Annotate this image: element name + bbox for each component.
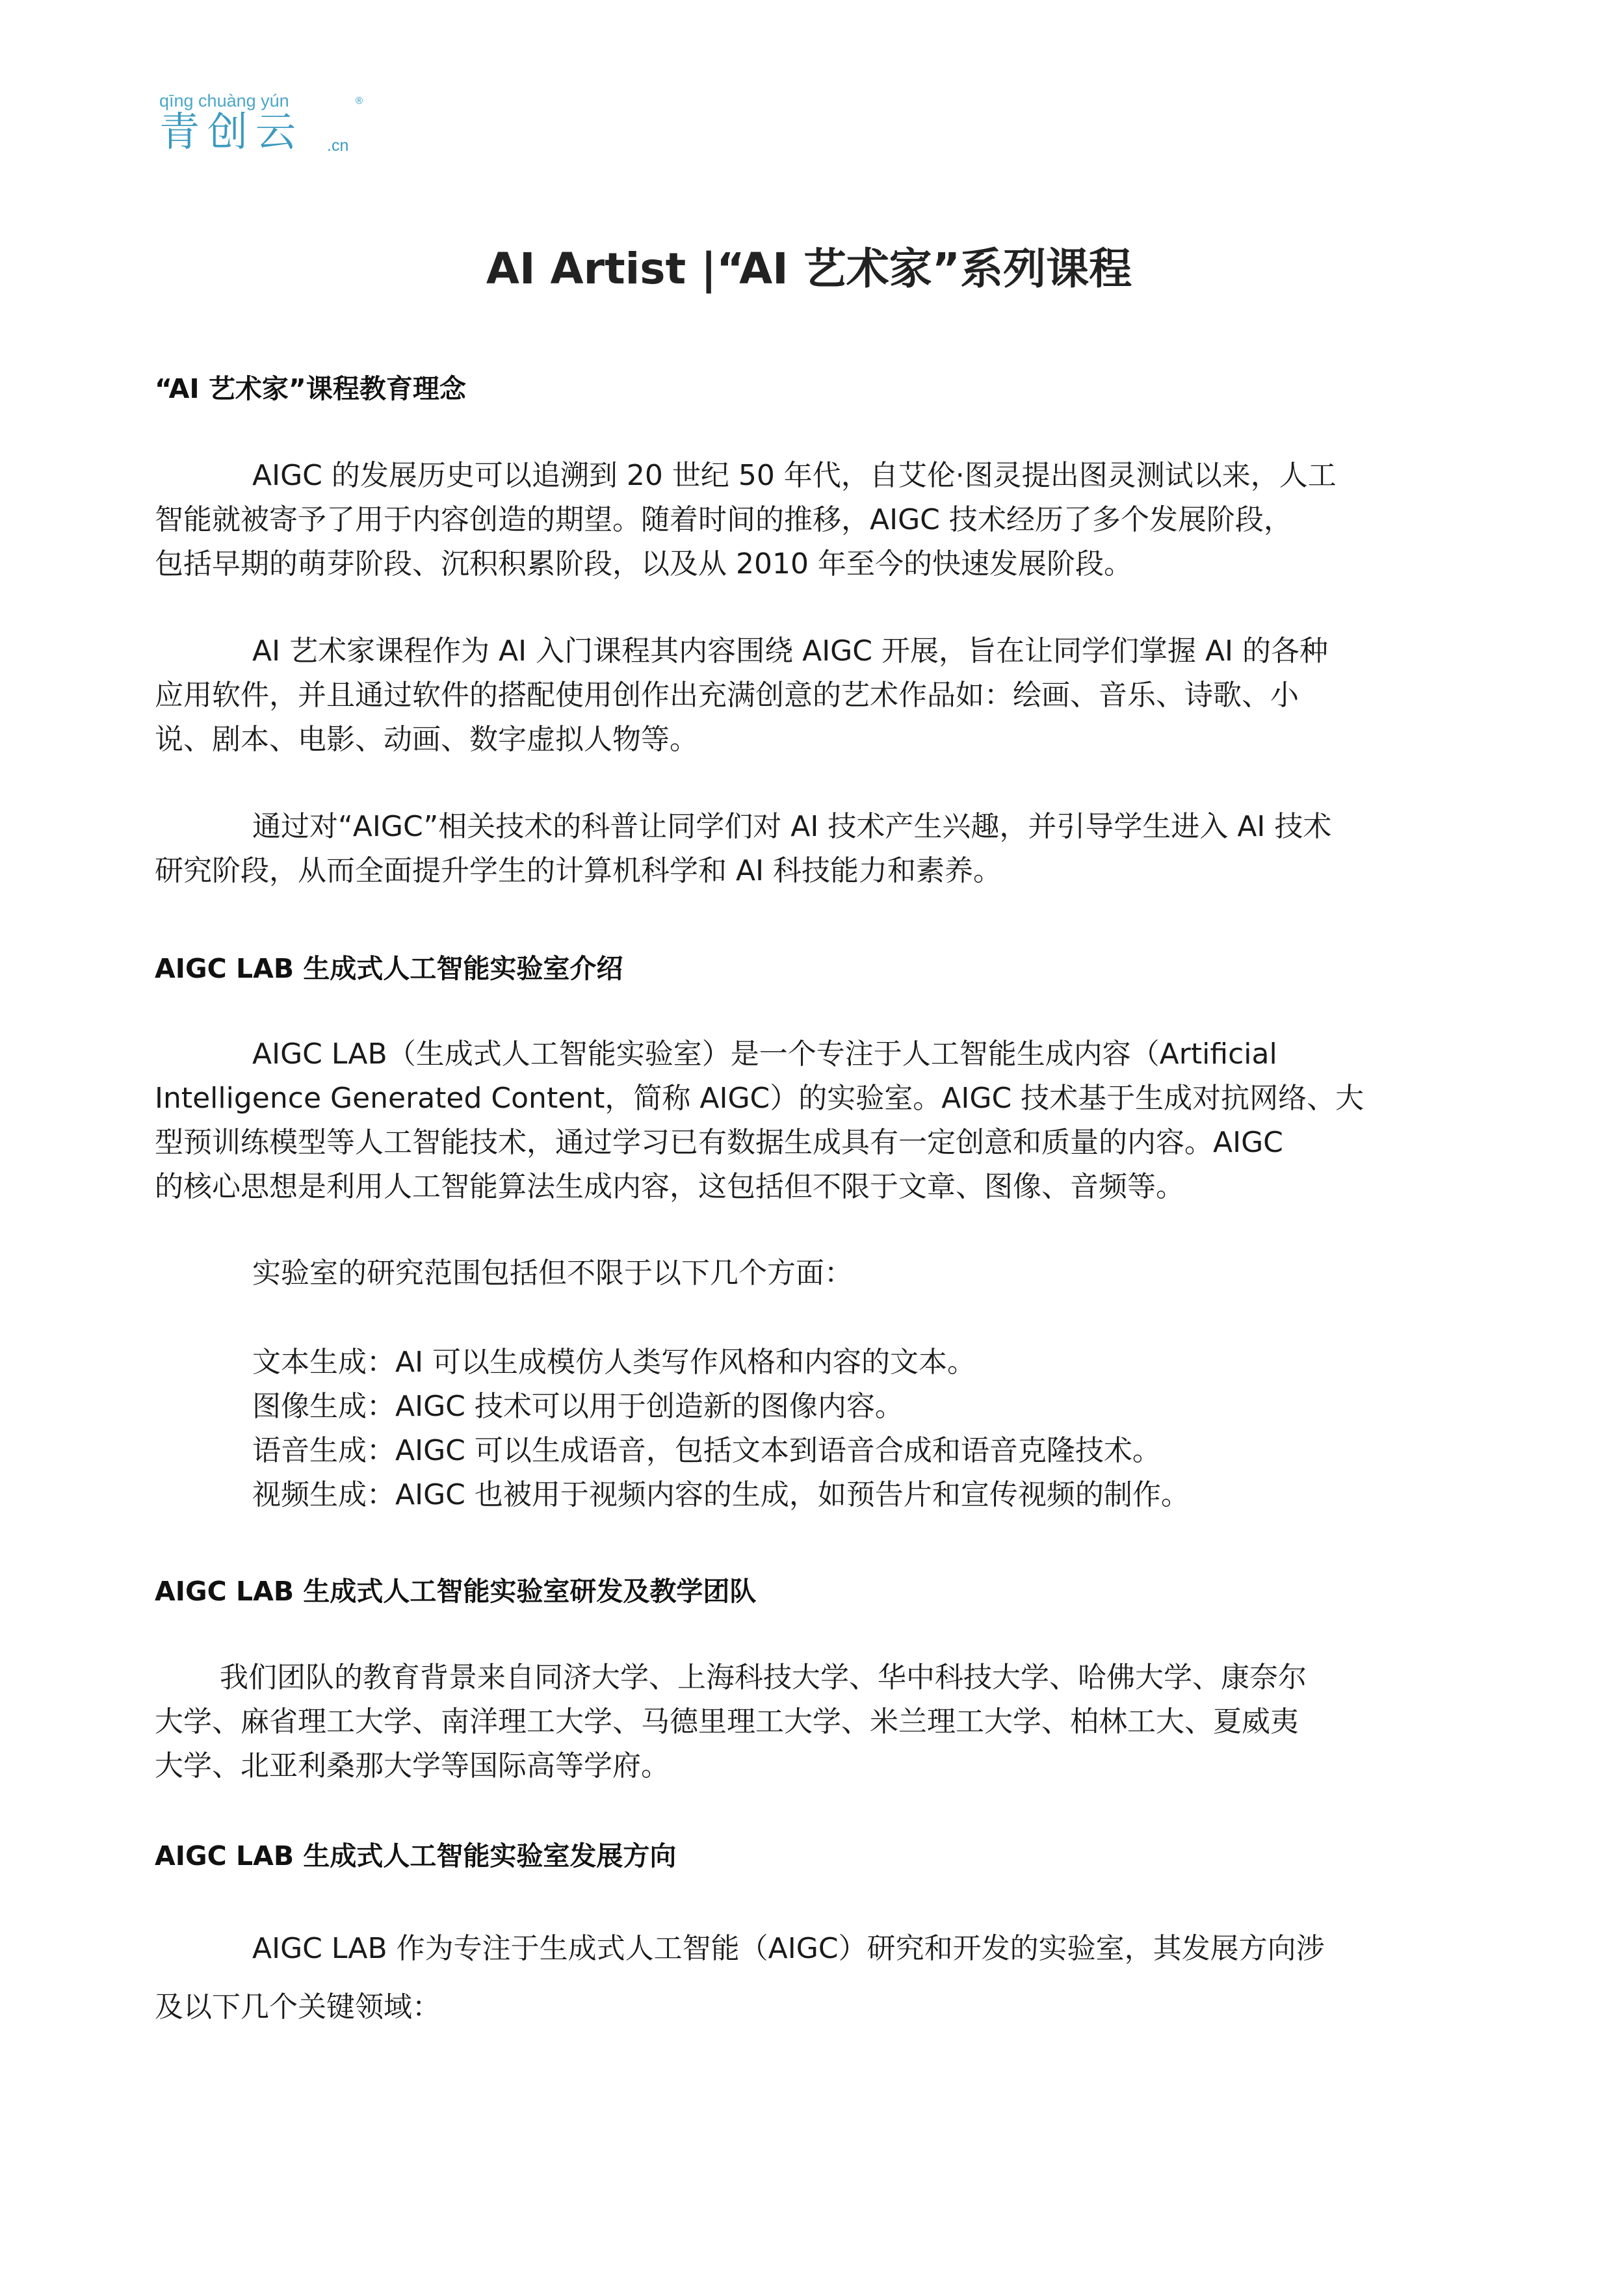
- paragraph-line: AIGC 的发展历史可以追溯到 20 世纪 50 年代，自艾伦·图灵提出图灵测试以来，人工: [252, 459, 1337, 492]
- paragraph-line: 包括早期的萌芽阶段、沉积积累阶段，以及从 2010 年至今的快速发展阶段。: [155, 547, 1132, 581]
- section-heading-philosophy: “AI 艺术家”课程教育理念: [155, 373, 466, 404]
- list-item: 语音生成：AIGC 可以生成语音，包括文本到语音合成和语音克隆技术。: [252, 1434, 1161, 1467]
- section-heading-team: AIGC LAB 生成式人工智能实验室研发及教学团队: [155, 1576, 757, 1607]
- section-heading-direction: AIGC LAB 生成式人工智能实验室发展方向: [155, 1840, 677, 1872]
- paragraph-line: AIGC LAB（生成式人工智能实验室）是一个专注于人工智能生成内容（Artificial: [252, 1037, 1277, 1071]
- paragraph: [155, 454, 1461, 586]
- list-item: 文本生成：AI 可以生成模仿人类写作风格和内容的文本。: [252, 1346, 976, 1379]
- paragraph-line: 通过对“AIGC”相关技术的科普让同学们对 AI 技术产生兴趣，并引导学生进入 AI 技术: [252, 810, 1332, 843]
- paragraph: [155, 1656, 1461, 1788]
- section-heading-lab-intro: AIGC LAB 生成式人工智能实验室介绍: [155, 953, 623, 984]
- paragraph: [155, 805, 1461, 893]
- paragraph-line: AIGC LAB 作为专注于生成式人工智能（AIGC）研究和开发的实验室，其发展方向涉: [252, 1932, 1325, 1965]
- research-scope-list: [252, 1340, 1190, 1517]
- logo-registered-mark: ®: [354, 95, 364, 107]
- paragraph-line: 型预训练模型等人工智能技术，通过学习已有数据生成具有一定创意和质量的内容。AIGC: [155, 1126, 1283, 1159]
- paragraph: [155, 1251, 1461, 1296]
- paragraph-line: 应用软件，并且通过软件的搭配使用创作出充满创意的艺术作品如：绘画、音乐、诗歌、小: [155, 679, 1299, 712]
- paragraph-line: AI 艺术家课程作为 AI 入门课程其内容围绕 AIGC 开展，旨在让同学们掌握 AI 的各种: [252, 634, 1329, 668]
- paragraph-line: 大学、北亚利桑那大学等国际高等学府。: [155, 1749, 670, 1782]
- paragraph-line: 及以下几个关键领域：: [155, 1990, 441, 2024]
- paragraph: [155, 1032, 1461, 1209]
- paragraph-line: 的核心思想是利用人工智能算法生成内容，这包括但不限于文章、图像、音频等。: [155, 1170, 1184, 1203]
- paragraph-line: 大学、麻省理工大学、南洋理工大学、马德里理工大学、米兰理工大学、柏林工大、夏威夷: [155, 1705, 1299, 1738]
- paragraph: [155, 629, 1461, 762]
- paragraph-line: 说、剧本、电影、动画、数字虚拟人物等。: [155, 723, 698, 756]
- paragraph: [155, 1920, 1461, 2037]
- paragraph-line: 实验室的研究范围包括但不限于以下几个方面：: [252, 1257, 853, 1290]
- paragraph-line: 我们团队的教育背景来自同济大学、上海科技大学、华中科技大学、哈佛大学、康奈尔: [220, 1661, 1307, 1694]
- logo-pinyin: qīng chuàng yún: [159, 91, 289, 111]
- paragraph-line: Intelligence Generated Content，简称 AIGC）的实验室。AIGC 技术基于生成对抗网络、大: [155, 1082, 1364, 1115]
- paragraph-line: 研究阶段，从而全面提升学生的计算机科学和 AI 科技能力和素养。: [155, 854, 1002, 887]
- logo-name: 青创云: [159, 108, 304, 155]
- list-item: 图像生成：AIGC 技术可以用于创造新的图像内容。: [252, 1390, 904, 1423]
- document-title: AI Artist |“AI 艺术家”系列课程: [486, 244, 1132, 294]
- list-item: 视频生成：AIGC 也被用于视频内容的生成，如预告片和宣传视频的制作。: [252, 1478, 1190, 1511]
- paragraph-line: 智能就被寄予了用于内容创造的期望。随着时间的推移，AIGC 技术经历了多个发展阶段，: [155, 503, 1292, 536]
- logo-domain: .cn: [327, 137, 349, 155]
